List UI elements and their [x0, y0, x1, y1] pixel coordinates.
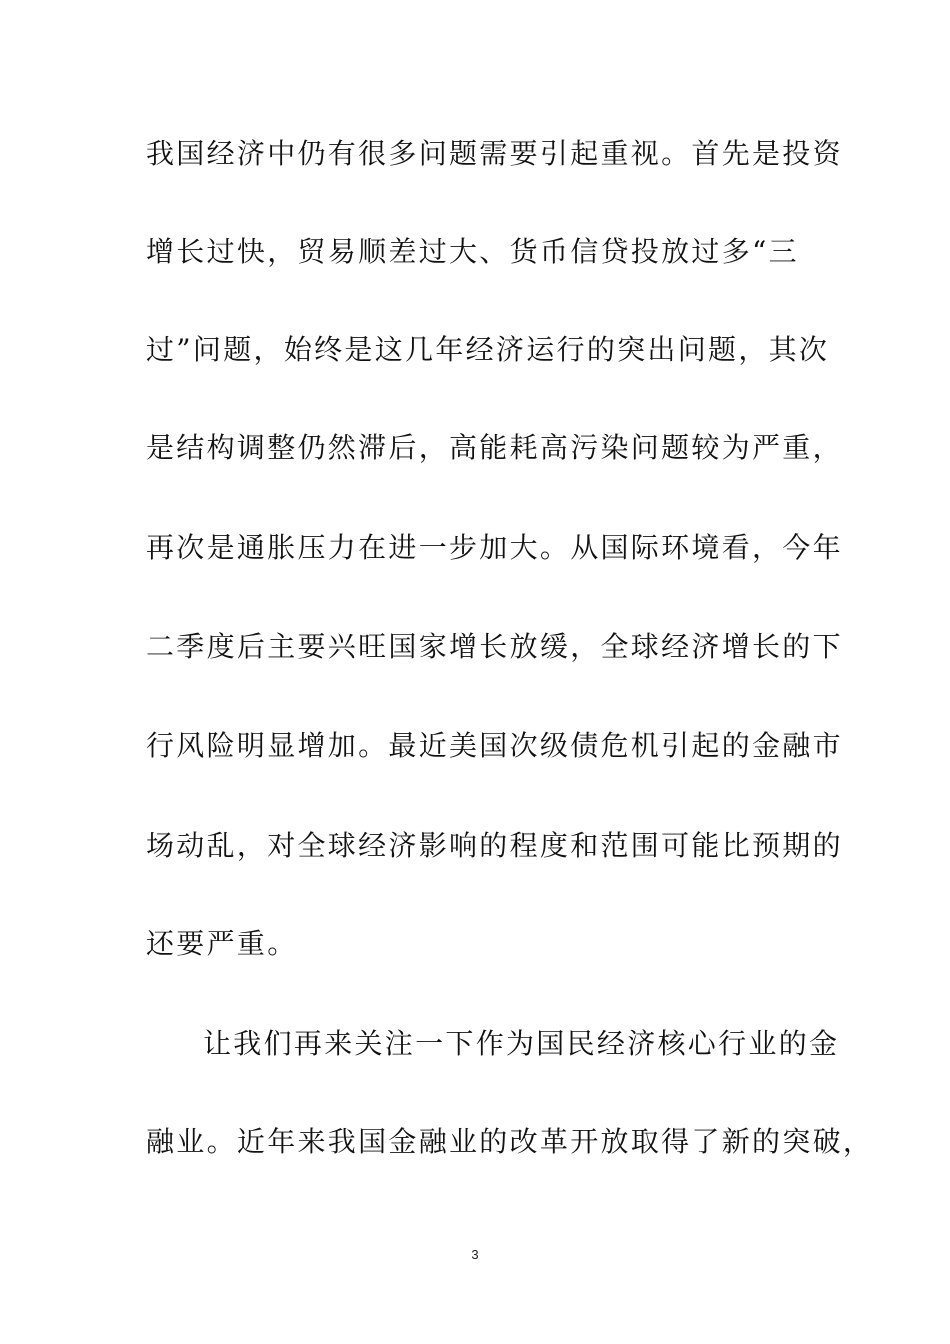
body-text-line: 场动乱，对全球经济影响的程度和范围可能比预期的 — [146, 829, 843, 862]
page-number: 3 — [471, 1247, 479, 1262]
paragraph-first-line: 让我们再来关注一下作为国民经济核心行业的金 — [203, 1027, 840, 1060]
body-text-line: 还要严重。 — [146, 927, 298, 960]
body-text-line: 我国经济中仍有很多问题需要引起重视。首先是投资 — [146, 137, 843, 170]
body-text-line: 再次是通胀压力在进一步加大。从国际环境看，今年 — [146, 531, 843, 564]
body-text-line: 增长过快，贸易顺差过大、货币信贷投放过多“三 — [146, 235, 799, 268]
body-text-line: 行风险明显增加。最近美国次级债危机引起的金融市 — [146, 729, 843, 762]
body-text-line: 二季度后主要兴旺国家增长放缓，全球经济增长的下 — [146, 630, 843, 663]
body-text-line: 融业。近年来我国金融业的改革开放取得了新的突破， — [146, 1125, 874, 1158]
body-text-line: 是结构调整仍然滞后，高能耗高污染问题较为严重， — [146, 431, 843, 464]
body-text-line: 过”问题，始终是这几年经济运行的突出问题，其次 — [146, 333, 830, 366]
